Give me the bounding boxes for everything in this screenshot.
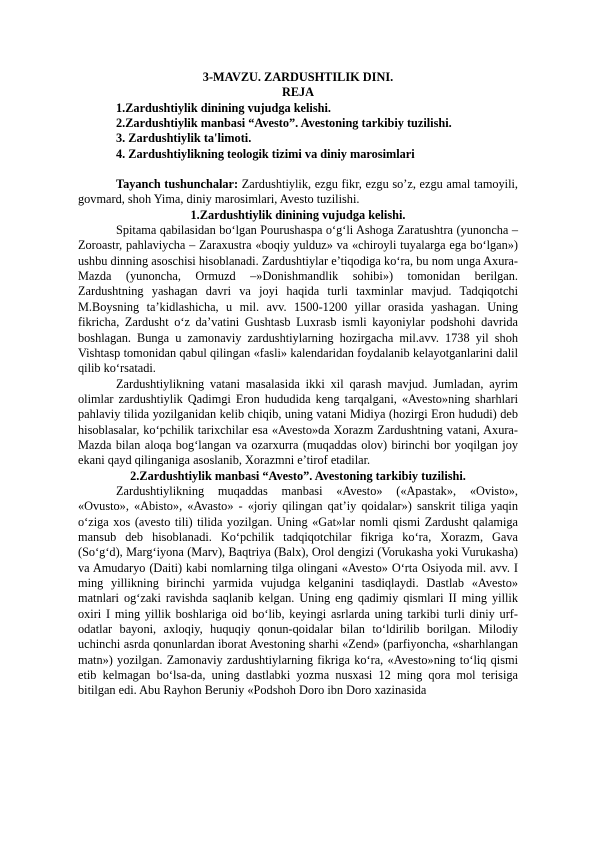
plan-item: 3. Zardushtiylik ta'limoti.	[116, 131, 252, 146]
plan-heading: REJA	[281, 85, 315, 100]
plan-item: 4. Zardushtiylikning teologik tizimi va diniy marosimlari	[116, 146, 415, 161]
spacer	[78, 162, 518, 177]
key-concepts-label: Tayanch tushunchalar:	[116, 177, 239, 192]
section-2-paragraph: Zardushtiylikning muqaddas manbasi «Avesto» («Apastak», «Ovisto», «Ovusto», «Abisto», «Avasto» - «joriy qilingan qat’iy qoidalar») sanskrit tiliga yaqin o‘ziga xos (avesto tili) tilida yozilgan. Uning «Gat»lar nomli qismi Zardusht qalamiga mansub deb hisoblanadi. Ko‘pchilik tadqiqotchilar fikriga ko‘ra, Xorazm, Gava (So‘g‘d), Marg‘iyona (Marv), Baqtriya (Balx), Orol dengizi (Vorukasha yoki Vurukasha) va Amudaryo (Daiti) kabi nomlarning tilga olingani «Avesto» O‘rta Osiyoda mil. avv. I ming yillikning birinchi yarmida vujudga kelganini tasdiqlaydi. Dastlab «Avesto» matnlari og‘zaki ravishda saqlanib kelgan. Uning eng qadimiy qismlari II ming yillik oxiri I ming yillik boshlariga oid bo‘lib, keyingi asrlarda uning tarkibi turli diniy urf-odatlar bayoni, axloqiy, huquqiy qonun-qoidalar bilan to‘ldirilib borilgan. Milodiy uchinchi asrda qonunlardan iborat Avestoning sharhi «Zend» (parfiyoncha, «sharhlangan matn») yozilgan. Zamonaviy zardushtiylarning fikriga ko‘ra, «Avesto»ning to‘liq qismi etib kelmagan bo‘lsa-da, uning dastlabki yozma nusxasi 12 ming qora mol terisiga bitilgan edi. Abu Rayhon Beruniy «Podshoh Doro ibn Doro xazinasida	[78, 483, 518, 698]
plan-item: 1.Zardushtiylik dinining vujudga kelishi.	[116, 100, 331, 115]
document-page	[78, 70, 518, 699]
section-1-paragraph: Spitama qabilasidan bo‘lgan Pourushaspa o‘g‘li Ashoga Zaratushtra (yunoncha – Zoroastr, pahlaviycha – Zaraxustra «boqiy yulduz» va «chiroyli tuyalarga ega bo‘lgan») ushbu dinning asoschisi hisoblanadi. Zardushtiylar e’tiqodiga ko‘ra, bu nom unga Axura-Mazda (yunoncha, Ormuzd –»Donishmandlik sohibi») tomonidan berilgan. Zardushtning yashagan davri va joyi haqida turli taxminlar mavjud. Tadqiqotchi M.Boysning ta’kidlashicha, u mil. avv. 1500-1200 yillar orasida yashagan. Uning fikricha, Zardusht o‘z da’vatini Gushtasb Luxrasb ismli kayoniylar podshohi davrida boshlagan. Bunga u zamonaviy zardushtiylarning hozirgacha mil.avv. 1738 yil shoh Vishtasp tomonidan qabul qilingan «fasli» kalendaridan foydalanib kelayotganlarini dalil qilib ko‘rsatadi.	[78, 223, 518, 376]
plan-list	[78, 101, 518, 162]
section-1-heading: 1.Zardushtiylik dinining vujudga kelishi.	[190, 207, 406, 222]
key-concepts-text: Zardushtiylik, ezgu fikr, ezgu so’z, ezgu amal tamoyili, govmard, shoh Yima, diniy marosimlari, Avesto tuzilishi.	[78, 177, 518, 207]
plan-item: 2.Zardushtiylik manbasi “Avesto”. Avestoning tarkibiy tuzilishi.	[116, 116, 452, 131]
section-2-heading: 2.Zardushtiylik manbasi “Avesto”. Avestoning tarkibiy tuzilishi.	[130, 468, 466, 483]
section-1-paragraph: Zardushtiylikning vatani masalasida ikki xil qarash mavjud. Jumladan, ayrim olimlar zardushtiylik Qadimgi Eron hududida keng tarqalgani, «Avesto»ning sharhlari pahlaviy tilida yozilganidan kelib chiqib, uning vatani Midiya (hozirgi Eron hududi) deb hisoblasalar, ko‘pchilik tarixchilar esa «Avesto»da Xorazm Zardushtning vatani, Axura-Mazda bilan aloqa bog‘langan va ozarxurra (muqaddas olov) birinchi bor yoqilgan joy ekani qayd qilinganiga asoslanib, Xorazmni e’tirof etadilar.	[78, 376, 518, 468]
key-concepts-paragraph	[78, 177, 518, 208]
document-title: 3-MAVZU. ZARDUSHTILIK DINI.	[202, 70, 394, 84]
